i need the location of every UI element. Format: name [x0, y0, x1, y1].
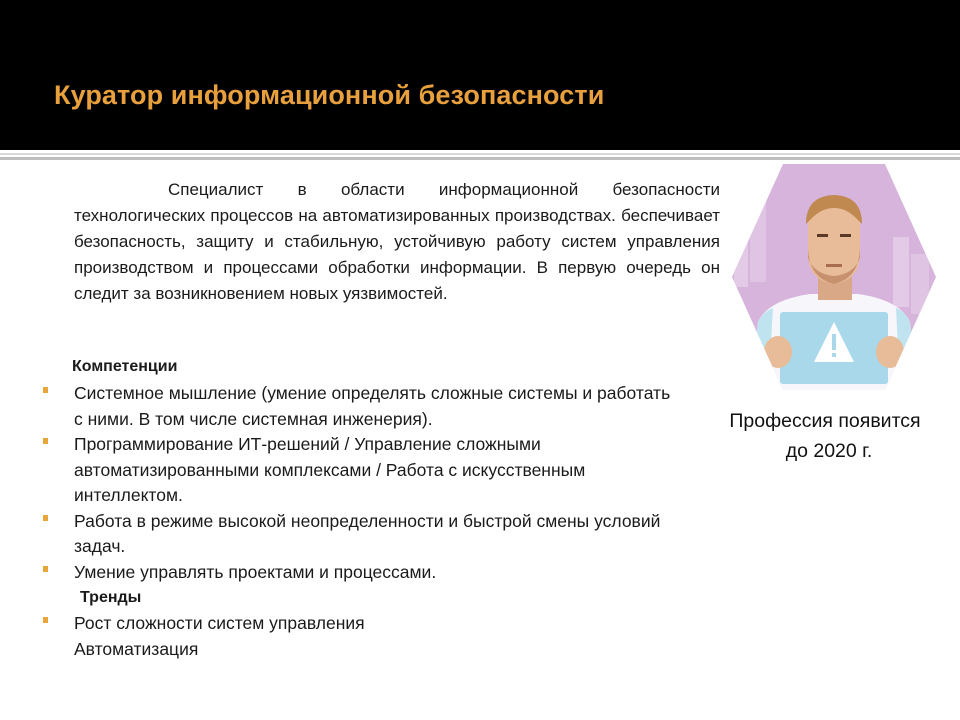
competencies-heading: Компетенции	[72, 358, 178, 375]
competencies-list	[40, 381, 680, 585]
bullet-icon	[43, 438, 48, 444]
list-item	[40, 509, 680, 560]
bullet-icon	[43, 387, 48, 393]
bullet-icon	[43, 566, 48, 572]
list-item	[40, 381, 680, 432]
divider-thin	[0, 153, 960, 155]
competency-text: Программирование ИТ-решений / Управление сложными автоматизированными комплексами / Работа с искусственным интеллектом.	[74, 434, 586, 505]
divider-thick	[0, 157, 960, 160]
list-item	[40, 611, 640, 662]
intro-paragraph	[74, 177, 720, 307]
competency-text: Умение управлять проектами и процессами.	[74, 561, 437, 582]
slide-title: Куратор информационной безопасности	[54, 80, 605, 110]
bullet-icon	[43, 617, 48, 623]
intro-text: Специалист в области информационной безопасности технологических процессов на автоматизированных производствах. беспечивает безопасность, защиту и стабильную, устойчивую работу систем управления производством и процессами обработки информации. В первую очередь он следит за возникновением новых уязвимостей.	[74, 180, 720, 303]
specialist-with-warning-sign-icon	[728, 162, 940, 392]
competency-text: Системное мышление (умение определять сложные системы и работать с ними. В том числе системная инженерия).	[74, 383, 671, 429]
caption-line-2: до 2020 г.	[785, 440, 873, 462]
bullet-icon	[43, 515, 48, 521]
competency-text: Работа в режиме высокой неопределенности и быстрой смены условий задач.	[74, 510, 661, 556]
trends-list	[40, 611, 640, 662]
trends-heading: Тренды	[80, 589, 142, 606]
list-item	[40, 432, 680, 509]
profession-caption	[690, 406, 960, 466]
header-band	[0, 0, 960, 150]
caption-line-1: Профессия появится	[729, 410, 921, 432]
trend-text: Рост сложности систем управления Автоматизация	[74, 613, 365, 659]
list-item	[40, 560, 680, 586]
